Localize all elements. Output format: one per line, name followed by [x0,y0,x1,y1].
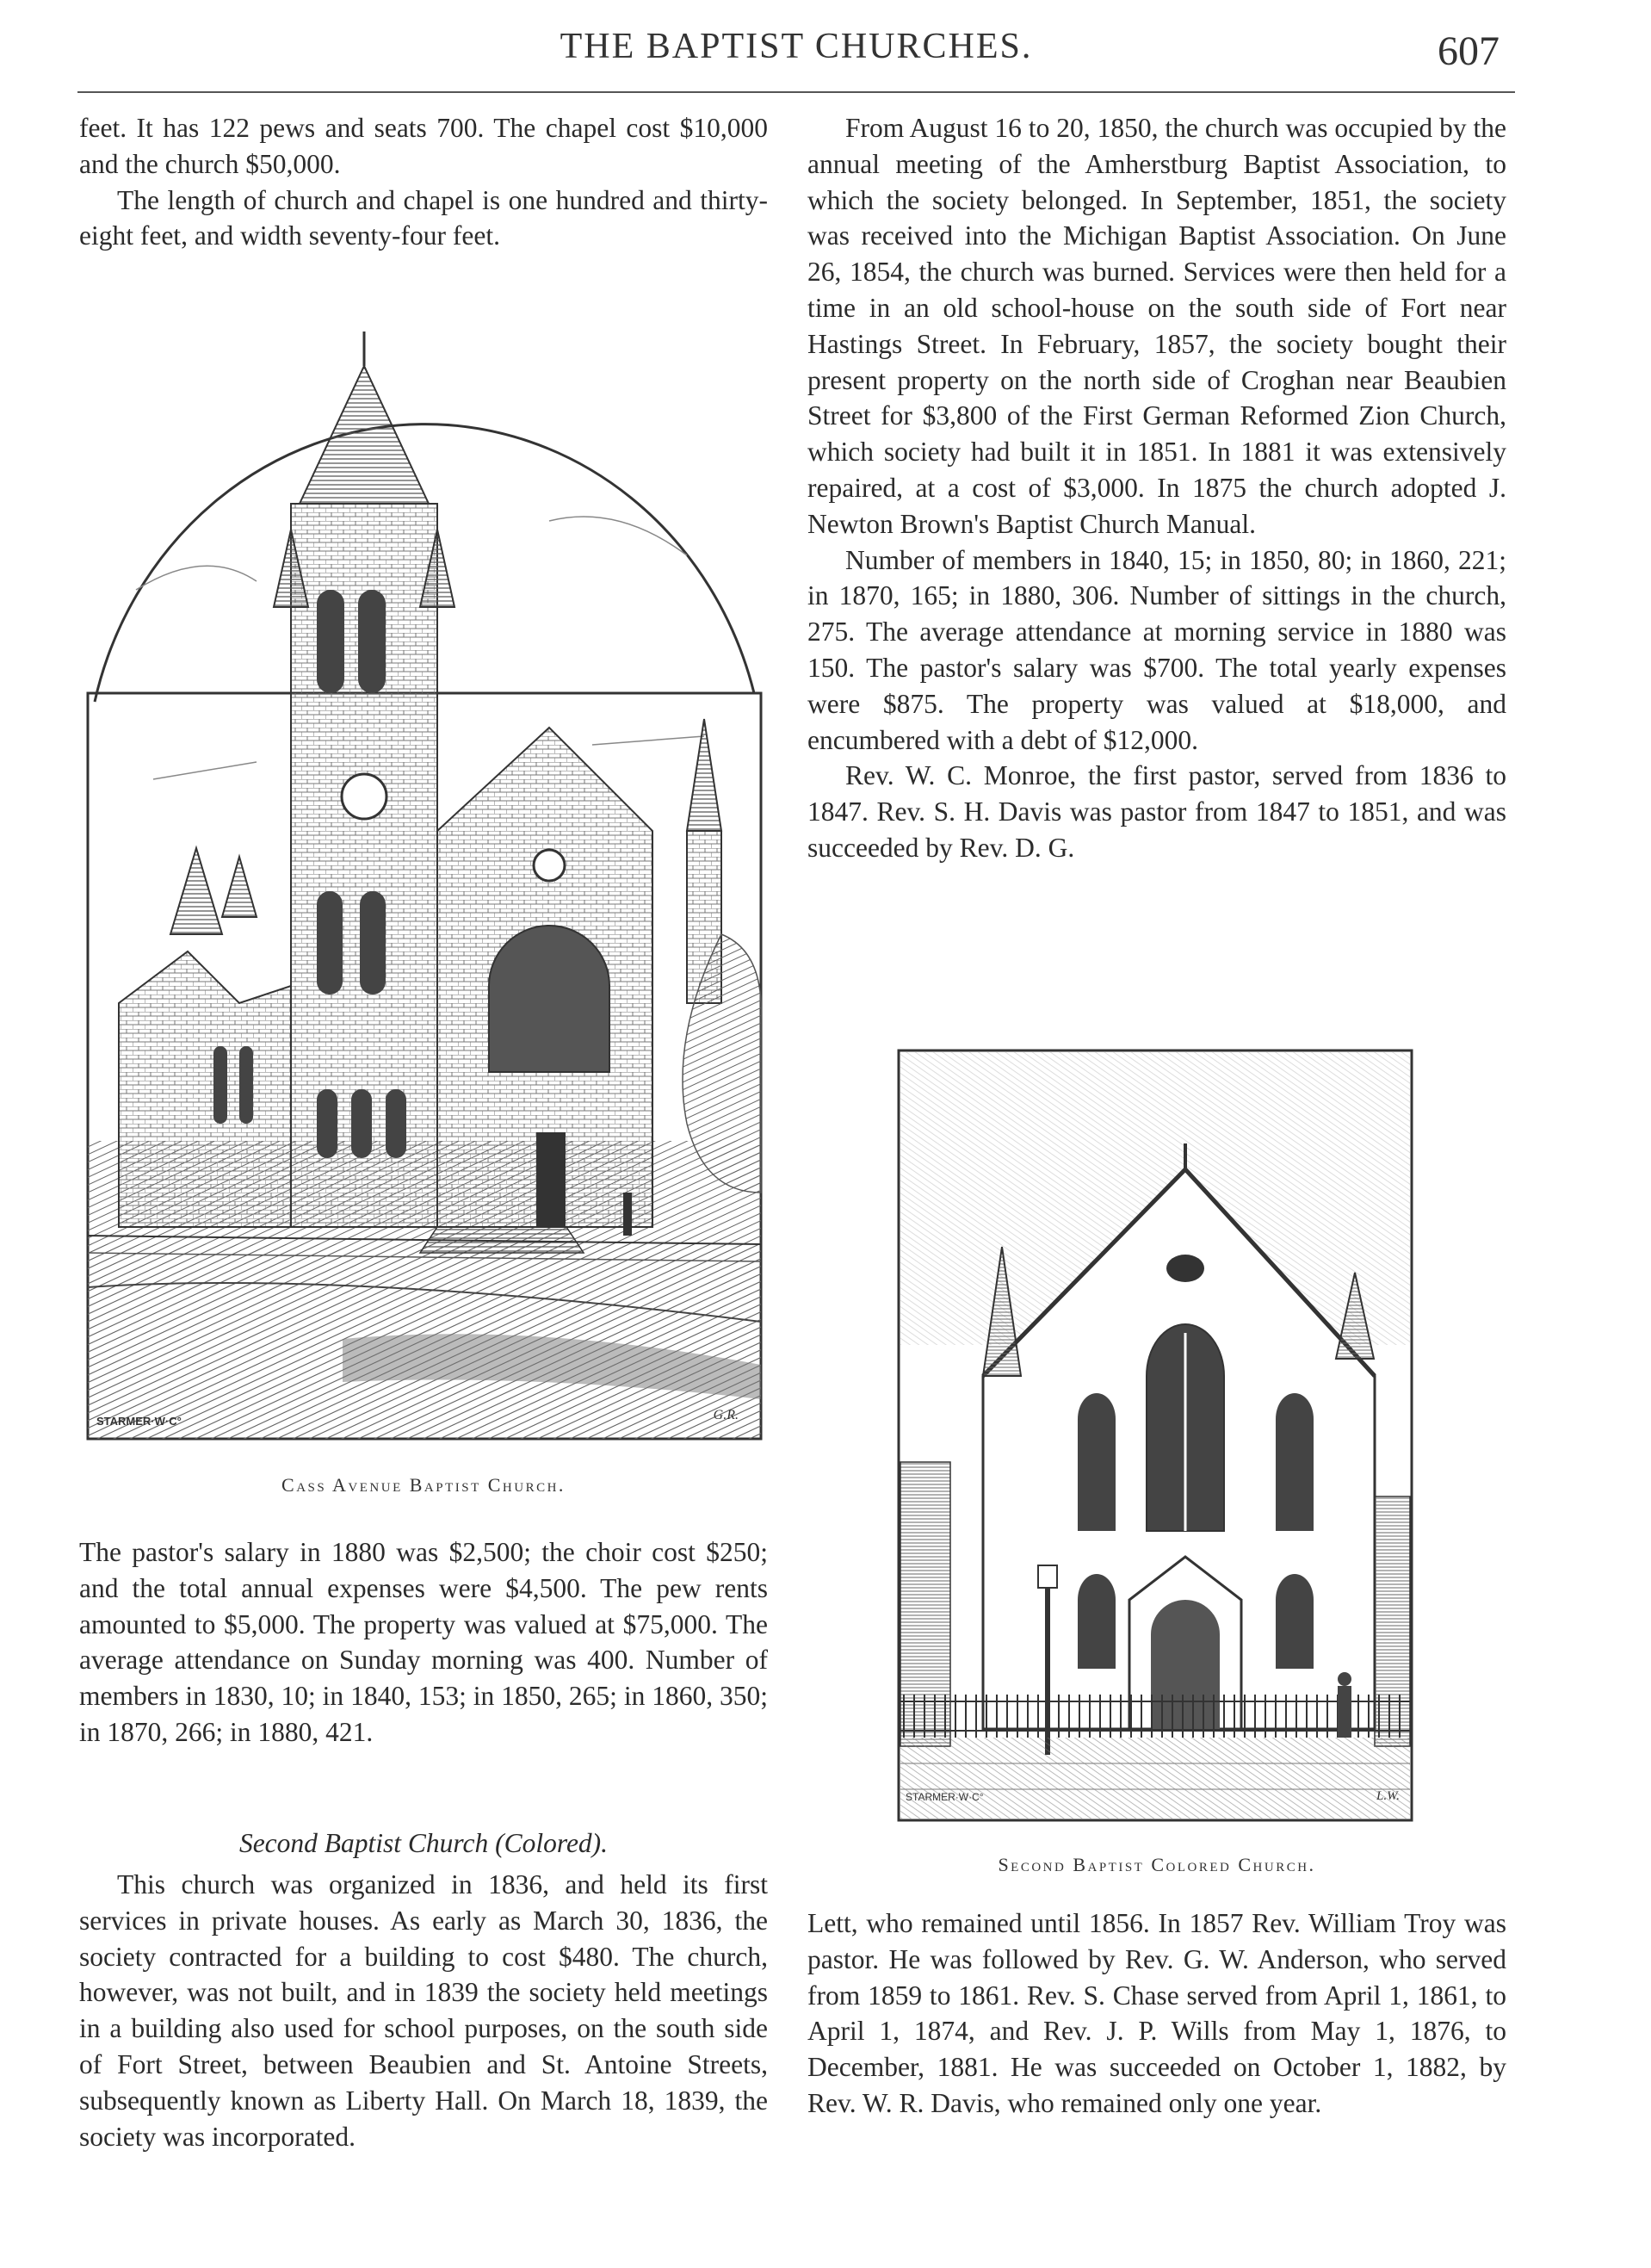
second-engraver-signature: STARMER·W·C° [906,1791,984,1803]
second-baptist-caption: Second Baptist Colored Church. [998,1854,1316,1875]
second-artist-signature: L.W. [1376,1789,1400,1803]
left-paragraph-4: This church was organized in 1836, and held its first services in private houses. As early as March 30, 1836, the society contracted for a building to cost $480. The church, however, was not built, and in 1839 the society held meetings in a building also used for school purposes, on the south side of Fort Street, between Beaubien and St. Antoine Streets, subsequently known as Liberty Hall. On March 18, 1839, the society was incorporated. [79,1869,768,2152]
right-column-top [807,110,1506,866]
right-paragraph-4: Lett, who remained until 1856. In 1857 Rev. William Troy was pastor. He was followed by Rev. G. W. Anderson, who served from 1859 to 1861. Rev. S. Chase served from April 1, 1861, to April 1, 1874, and Rev. J. P. Wills from May 1, 1876, to December, 1881. He was succeeded on October 1, 1882, by Rev. W. R. Davis, who remained only one year. [807,1908,1506,2118]
cass-avenue-caption: Cass Avenue Baptist Church. [281,1474,566,1496]
left-column-bottom [79,1825,768,2154]
page-number: 607 [1438,28,1500,74]
left-column-top [79,110,768,254]
left-paragraph-2: The length of church and chapel is one hundred and thirty-eight feet, and width seventy-four feet. [79,184,768,251]
left-column-middle [79,1534,768,1751]
second-baptist-church-engraving [897,1049,1413,1822]
section-heading-second-baptist: Second Baptist Church (Colored). [238,1828,609,1858]
running-header [77,26,1515,98]
right-column-bottom [807,1905,1506,2122]
left-paragraph-1: feet. It has 122 pews and seats 700. The chapel cost $10,000 and the church $50,000. [79,113,768,179]
cass-avenue-church-engraving [84,332,764,1442]
running-title: THE BAPTIST CHURCHES. [560,27,1033,66]
right-paragraph-3: Rev. W. C. Monroe, the first pastor, served from 1836 to 1847. Rev. S. H. Davis was pastor from 1847 to 1851, and was succeeded by Rev. D. G. [807,760,1506,863]
cass-engraver-signature: STARMER·W·C° [96,1415,182,1428]
right-paragraph-2: Number of members in 1840, 15; in 1850, 80; in 1860, 221; in 1870, 165; in 1880, 306. Number of sittings in the church, 275. The average attendance at morning service in 1880 was 150. The pastor's salary was $700. The total yearly expenses were $875. The property was valued at $18,000, and encumbered with a debt of $12,000. [807,544,1506,755]
header-rule [77,91,1515,93]
cass-artist-signature: G.R. [713,1408,739,1422]
left-paragraph-3: The pastor's salary in 1880 was $2,500; the choir cost $250; and the total annual expenses were $4,500. The pew rents amounted to $5,000. The property was valued at $75,000. The average attendance on Sunday morning was 400. Number of members in 1830, 10; in 1840, 153; in 1850, 265; in 1860, 350; in 1870, 266; in 1880, 421. [79,1537,768,1747]
right-paragraph-1: From August 16 to 20, 1850, the church was occupied by the annual meeting of the Amherstburg Baptist Association, to which the society belonged. In September, 1851, the society was received into the Michigan Baptist Association. On June 26, 1854, the church was burned. Services were then held for a time in an old school-house on the south side of Fort near Hastings Street. In February, 1857, the society bought their present property on the north side of Croghan near Beaubien Street for $3,800 of the First German Reformed Zion Church, which society had built it in 1851. In 1881 it was extensively repaired, at a cost of $3,000. In 1875 the church adopted J. Newton Brown's Baptist Church Manual. [807,113,1506,539]
second-baptist-church-illustration [897,1049,1413,1822]
cass-avenue-church-illustration [84,332,764,1442]
